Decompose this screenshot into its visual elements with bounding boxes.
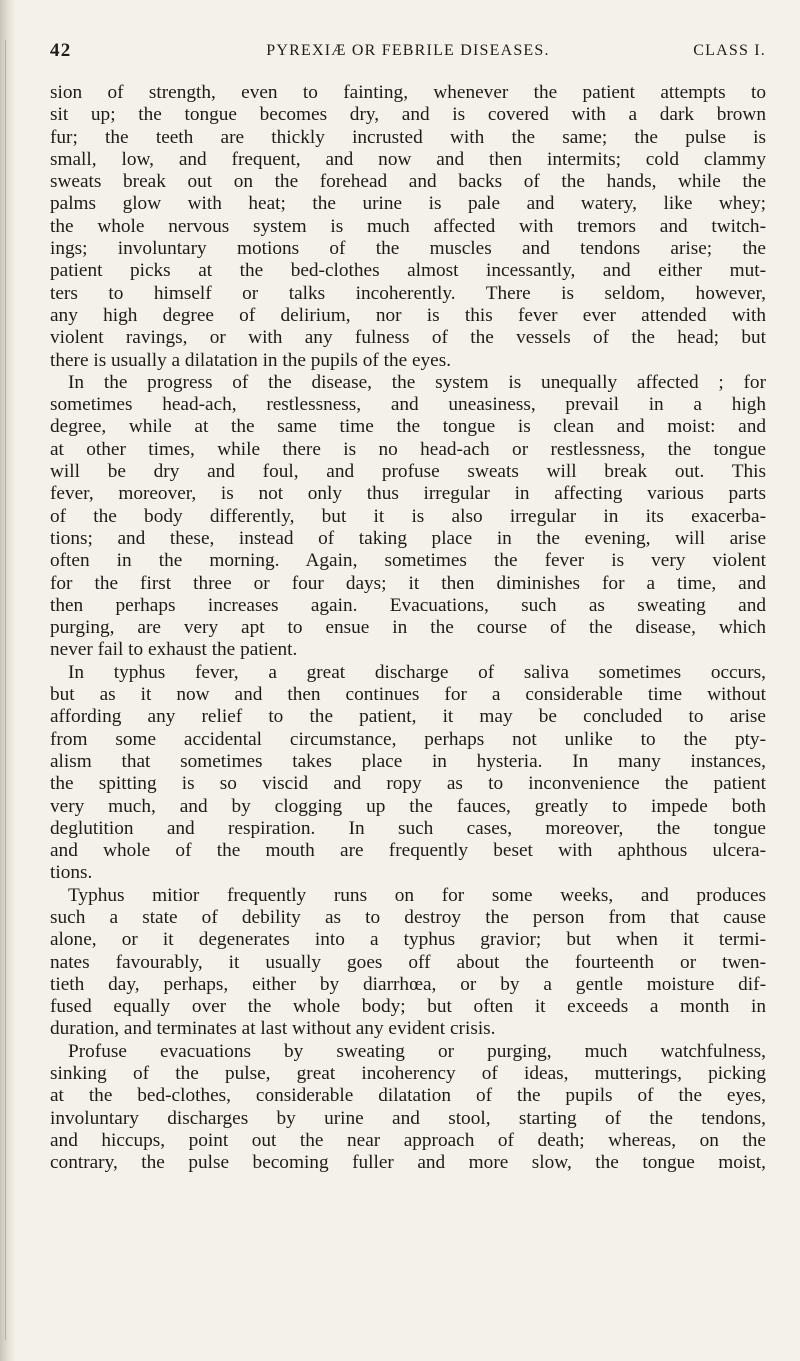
text-line: violent ravings, or with any fulness of the vessels of the head; but xyxy=(50,327,766,349)
text-line: palms glow with heat; the urine is pale and watery, like whey; xyxy=(50,193,766,215)
binding-gutter xyxy=(0,0,16,1361)
text-line: the spitting is so viscid and ropy as to inconvenience the patient xyxy=(50,773,766,795)
text-line: tieth day, perhaps, either by diarrhœa, or by a gentle moisture dif- xyxy=(50,973,766,995)
text-line: of the body differently, but it is also irregular in its exacerba- xyxy=(50,505,766,527)
text-line: there is usually a dilatation in the pupils of the eyes. xyxy=(50,349,452,371)
text-line: such a state of debility as to destroy the person from that cause xyxy=(50,906,766,928)
text-line: for the first three or four days; it then diminishes for a time, and xyxy=(50,572,766,594)
text-line: nates favourably, it usually goes off about the fourteenth or twen- xyxy=(50,951,766,973)
text-line: and hiccups, point out the near approach of death; whereas, on the xyxy=(50,1129,766,1151)
text-line: sometimes head-ach, restlessness, and uneasiness, prevail in a high xyxy=(50,394,766,416)
text-line: sweats break out on the forehead and backs of the hands, while the xyxy=(50,171,766,193)
text-line: In the progress of the disease, the system is unequally affected ; for xyxy=(68,371,766,393)
running-title: PYREXIÆ OR FEBRILE DISEASES. xyxy=(266,42,550,59)
text-line: duration, and terminates at last without any evident crisis. xyxy=(50,1018,496,1040)
text-line: fused equally over the whole body; but often it exceeds a month in xyxy=(50,996,766,1018)
text-line: never fail to exhaust the patient. xyxy=(50,639,298,661)
text-line: In typhus fever, a great discharge of saliva sometimes occurs, xyxy=(68,661,766,683)
text-line: sinking of the pulse, great incoherency of ideas, mutterings, picking xyxy=(50,1063,766,1085)
text-line: Profuse evacuations by sweating or purging, much watchfulness, xyxy=(68,1040,766,1062)
text-line: very much, and by clogging up the fauces, greatly to impede both xyxy=(50,795,766,817)
text-line: purging, are very apt to ensue in the course of the disease, which xyxy=(50,617,766,639)
text-line: patient picks at the bed-clothes almost incessantly, and either mut- xyxy=(50,260,766,282)
paragraph xyxy=(50,662,766,885)
text-line: degree, while at the same time the tongue is clean and moist: and xyxy=(50,416,766,438)
text-line: any high degree of delirium, nor is this fever ever attended with xyxy=(50,304,766,326)
text-line: small, low, and frequent, and now and then intermits; cold clammy xyxy=(50,148,766,170)
text-line: ters to himself or talks incoherently. There is seldom, however, xyxy=(50,282,766,304)
text-line: at other times, while there is no head-ach or restlessness, the tongue xyxy=(50,438,766,460)
paragraph xyxy=(50,372,766,662)
text-line: ings; involuntary motions of the muscles and tendons arise; the xyxy=(50,238,766,260)
text-line: from some accidental circumstance, perhaps not unlike to the pty- xyxy=(50,728,766,750)
text-line: Typhus mitior frequently runs on for some weeks, and produces xyxy=(68,884,766,906)
text-line: then perhaps increases again. Evacuations, such as sweating and xyxy=(50,594,766,616)
text-line: affording any relief to the patient, it may be concluded to arise xyxy=(50,706,766,728)
text-line: sion of strength, even to fainting, whenever the patient attempts to xyxy=(50,82,766,103)
text-line: often in the morning. Again, sometimes the fever is very violent xyxy=(50,550,766,572)
text-line: tions; and these, instead of taking place in the evening, will arise xyxy=(50,527,766,549)
page-number: 42 xyxy=(50,40,72,61)
text-line: alism that sometimes takes place in hysteria. In many instances, xyxy=(50,750,766,772)
body-text xyxy=(50,82,766,1175)
paragraph xyxy=(50,885,766,1041)
text-line: sit up; the tongue becomes dry, and is covered with a dark brown xyxy=(50,104,766,126)
paragraph xyxy=(50,82,766,372)
text-line: the whole nervous system is much affected with tremors and twitch- xyxy=(50,215,766,237)
gutter-line xyxy=(5,40,6,1340)
text-line: will be dry and foul, and profuse sweats will break out. This xyxy=(50,461,766,483)
text-line: deglutition and respiration. In such cases, moreover, the tongue xyxy=(50,817,766,839)
text-line: at the bed-clothes, considerable dilatation of the pupils of the eyes, xyxy=(50,1085,766,1107)
class-label: CLASS I. xyxy=(693,42,766,59)
paragraph xyxy=(50,1041,766,1175)
text-line: fever, moreover, is not only thus irregular in affecting various parts xyxy=(50,483,766,505)
text-line: tions. xyxy=(50,862,93,884)
text-line: fur; the teeth are thickly incrusted with the same; the pulse is xyxy=(50,126,766,148)
text-line: contrary, the pulse becoming fuller and more slow, the tongue moist, xyxy=(50,1152,766,1174)
text-line: involuntary discharges by urine and stool, starting of the tendons, xyxy=(50,1107,766,1129)
text-line: but as it now and then continues for a considerable time without xyxy=(50,684,766,706)
text-line: alone, or it degenerates into a typhus gravior; but when it termi- xyxy=(50,929,766,951)
text-line: and whole of the mouth are frequently beset with aphthous ulcera- xyxy=(50,840,766,862)
running-header xyxy=(50,40,766,66)
